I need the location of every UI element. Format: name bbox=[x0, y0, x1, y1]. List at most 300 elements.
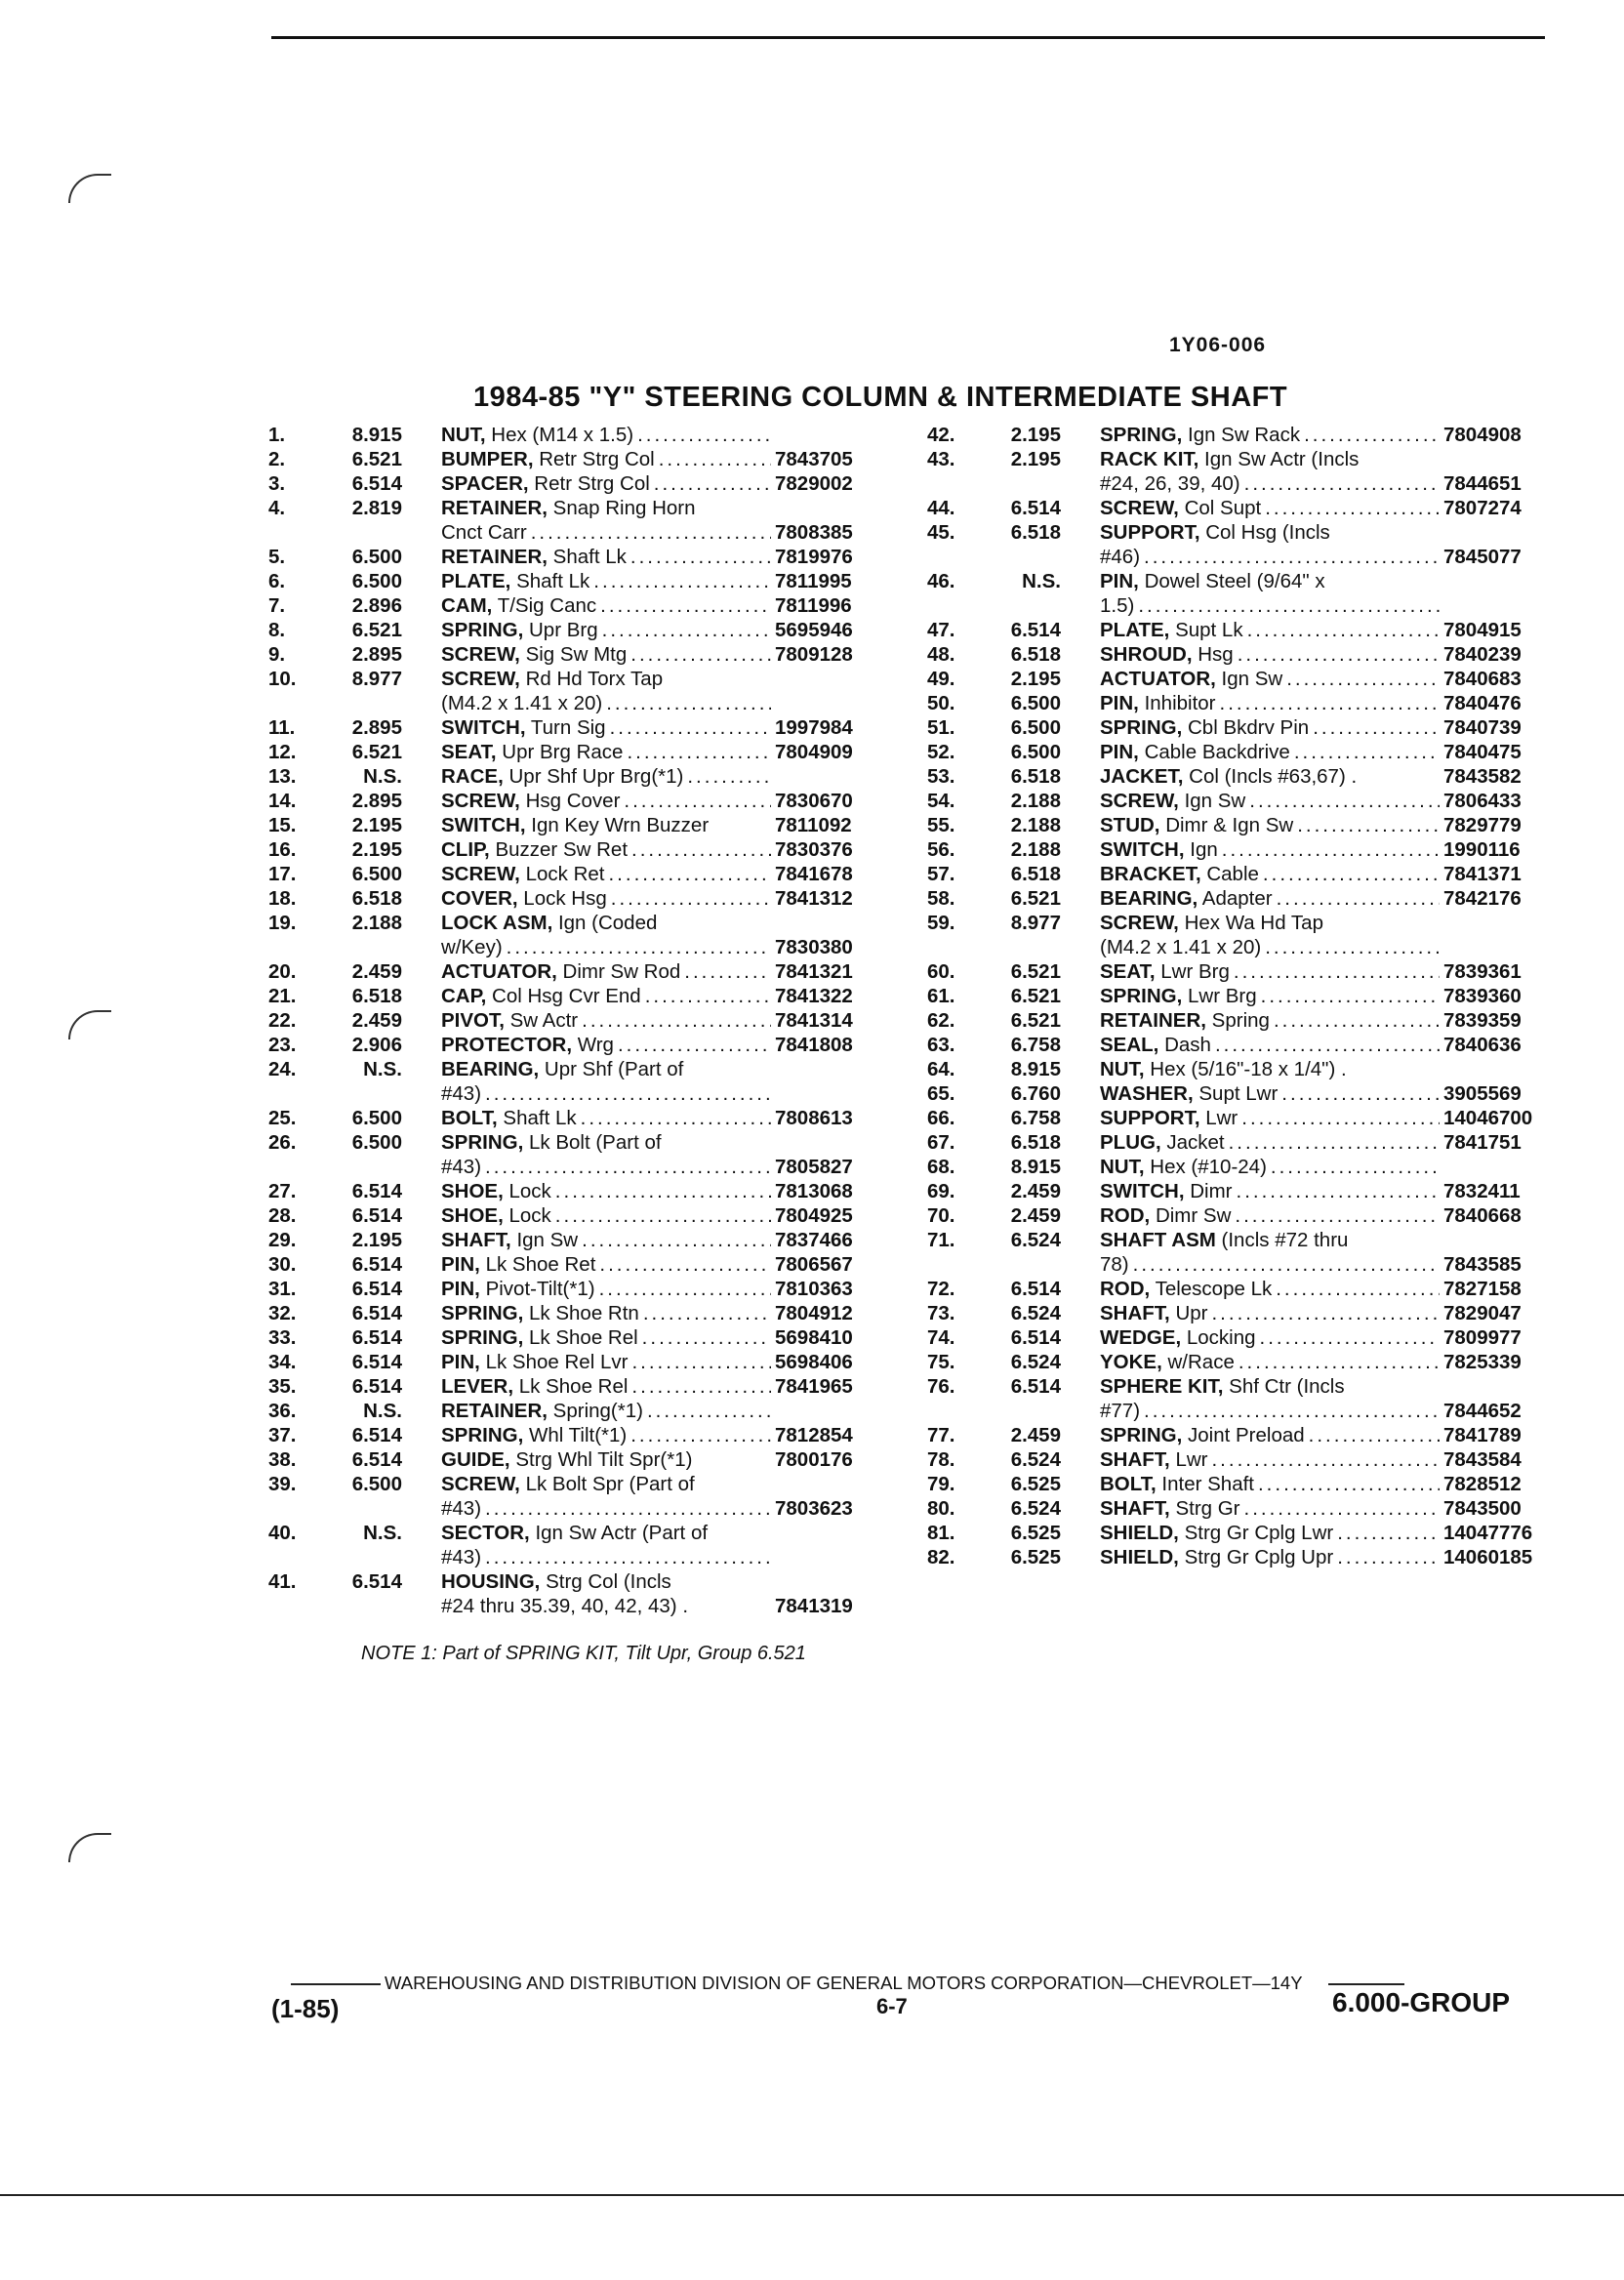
parts-list-item bbox=[927, 520, 1532, 569]
description-text bbox=[441, 935, 503, 959]
item-description bbox=[441, 1228, 775, 1252]
leader-dots bbox=[1286, 667, 1440, 691]
item-number: 24. bbox=[268, 1058, 297, 1080]
description-line bbox=[441, 1228, 775, 1252]
group-number: 2.188 bbox=[1010, 838, 1061, 861]
part-number: 7804925 bbox=[775, 1204, 853, 1227]
part-number: 7811996 bbox=[775, 594, 852, 617]
parts-list-item bbox=[268, 618, 853, 642]
description-text bbox=[441, 1203, 551, 1228]
part-number: 7841321 bbox=[775, 960, 853, 983]
part-detail: Lock Hsg bbox=[517, 887, 607, 910]
description-line bbox=[1100, 1106, 1443, 1130]
spacer bbox=[1061, 764, 1100, 789]
part-number: 7806433 bbox=[1443, 790, 1522, 812]
footnote: NOTE 1: Part of SPRING KIT, Tilt Upr, Group 6.521 bbox=[361, 1643, 806, 1664]
part-number: 7808613 bbox=[775, 1107, 853, 1129]
description-text bbox=[1100, 1301, 1207, 1325]
item-description bbox=[441, 593, 775, 618]
part-name: PLUG, bbox=[1100, 1131, 1161, 1154]
part-detail: Adapter bbox=[1198, 887, 1273, 910]
description-text bbox=[441, 911, 657, 935]
part-name: SCREW, bbox=[441, 1473, 520, 1495]
part-detail: Upr Brg Race bbox=[496, 741, 624, 763]
item-number: 25. bbox=[268, 1107, 297, 1129]
description-line bbox=[1100, 1374, 1443, 1399]
item-number: 20. bbox=[268, 960, 297, 983]
leader-dots bbox=[1304, 423, 1440, 447]
item-description bbox=[441, 1374, 775, 1399]
description-text bbox=[1100, 593, 1134, 618]
parts-list-item bbox=[268, 667, 853, 715]
group-number: 6.514 bbox=[351, 1375, 402, 1398]
description-text bbox=[1100, 1228, 1348, 1252]
description-line bbox=[441, 1569, 775, 1594]
item-number: 77. bbox=[927, 1424, 955, 1446]
part-detail: Lk Shoe Rel bbox=[523, 1326, 638, 1349]
spacer bbox=[402, 1423, 441, 1447]
group-number: 6.514 bbox=[351, 1278, 402, 1300]
group-number: 6.524 bbox=[1010, 1302, 1061, 1324]
spacer bbox=[1061, 618, 1100, 642]
spacer bbox=[1061, 1130, 1100, 1155]
part-name: ROD, bbox=[1100, 1204, 1151, 1227]
item-number: 26. bbox=[268, 1131, 297, 1154]
leader-dots bbox=[1237, 1179, 1440, 1203]
part-number: 7844651 bbox=[1443, 472, 1522, 495]
part-number: 5698406 bbox=[775, 1351, 853, 1373]
part-detail: Ign Sw bbox=[1215, 668, 1283, 690]
part-name: SCREW, bbox=[441, 643, 520, 666]
leader-dots bbox=[610, 715, 771, 740]
description-text bbox=[441, 862, 604, 886]
leader-dots bbox=[1220, 691, 1440, 715]
part-detail: Col Hsg (Incls bbox=[1199, 521, 1330, 544]
item-number: 65. bbox=[927, 1082, 955, 1105]
group-number: 6.525 bbox=[1010, 1546, 1061, 1568]
part-name: SPRING, bbox=[441, 619, 524, 641]
spacer bbox=[1061, 1106, 1100, 1130]
part-detail: 78) bbox=[1100, 1253, 1129, 1276]
spacer bbox=[402, 789, 441, 813]
part-name: GUIDE, bbox=[441, 1448, 510, 1471]
leader-dots bbox=[1281, 1081, 1440, 1106]
part-detail: T/Sig Canc bbox=[492, 594, 597, 617]
leader-dots bbox=[1144, 1399, 1440, 1423]
spacer bbox=[402, 569, 441, 593]
group-number: 6.521 bbox=[1010, 887, 1061, 910]
part-number: 7825339 bbox=[1443, 1351, 1522, 1373]
part-name: SUPPORT, bbox=[1100, 521, 1200, 544]
parts-list-item bbox=[268, 789, 853, 813]
part-name: SPRING, bbox=[441, 1326, 524, 1349]
page-number: 6-7 bbox=[876, 1994, 908, 2018]
footer-date: (1-85) bbox=[271, 1994, 340, 2023]
group-number: 6.514 bbox=[351, 1302, 402, 1324]
group-number: 8.977 bbox=[1010, 912, 1061, 934]
spacer bbox=[1061, 1521, 1100, 1545]
description-text bbox=[441, 1155, 481, 1179]
part-detail: Ign Sw Rack bbox=[1182, 424, 1301, 446]
description-line bbox=[1100, 1350, 1443, 1374]
description-line bbox=[441, 691, 775, 715]
leader-dots bbox=[593, 569, 771, 593]
description-text bbox=[1100, 1057, 1347, 1081]
part-number: 7841314 bbox=[775, 1009, 853, 1032]
item-description bbox=[1100, 1155, 1443, 1179]
part-name: LEVER, bbox=[441, 1375, 514, 1398]
scan-mark bbox=[68, 1833, 111, 1862]
part-detail: Strg Gr Cplg Upr bbox=[1178, 1546, 1334, 1568]
part-detail: Wrg bbox=[572, 1034, 614, 1056]
part-name: NUT, bbox=[441, 424, 486, 446]
spacer bbox=[402, 1569, 441, 1618]
spacer bbox=[402, 1033, 441, 1057]
description-line bbox=[1100, 545, 1443, 569]
item-description bbox=[1100, 984, 1443, 1008]
description-line bbox=[1100, 789, 1443, 813]
part-number: 5695946 bbox=[775, 619, 853, 641]
part-number: 7811995 bbox=[775, 570, 852, 592]
item-number: 28. bbox=[268, 1204, 297, 1227]
leader-dots bbox=[1211, 1301, 1440, 1325]
spacer bbox=[1061, 1008, 1100, 1033]
part-number: 7841312 bbox=[775, 887, 853, 910]
item-description bbox=[1100, 496, 1443, 520]
leader-dots bbox=[1337, 1521, 1440, 1545]
part-number: 7830380 bbox=[775, 936, 853, 958]
part-detail: Upr Shf Upr Brg(*1) bbox=[503, 765, 684, 788]
description-text bbox=[1100, 1350, 1235, 1374]
group-number: 6.758 bbox=[1010, 1107, 1061, 1129]
part-number: 7839359 bbox=[1443, 1009, 1522, 1032]
item-number: 78. bbox=[927, 1448, 955, 1471]
description-text bbox=[1100, 667, 1282, 691]
part-number: 7841789 bbox=[1443, 1424, 1522, 1446]
parts-list-item bbox=[268, 471, 853, 496]
part-detail: Ign (Coded bbox=[552, 912, 658, 934]
description-text bbox=[441, 1569, 671, 1594]
spacer bbox=[1061, 1496, 1100, 1521]
part-name: CAP, bbox=[441, 985, 487, 1007]
leader-dots bbox=[600, 593, 771, 618]
part-detail: Lwr Brg bbox=[1182, 985, 1257, 1007]
item-description bbox=[441, 813, 775, 837]
parts-list-item bbox=[927, 1350, 1532, 1374]
item-description bbox=[441, 1252, 775, 1277]
parts-list-item bbox=[927, 764, 1532, 789]
part-number: 5698410 bbox=[775, 1326, 853, 1349]
part-number: 7806567 bbox=[775, 1253, 853, 1276]
leader-dots bbox=[531, 520, 771, 545]
description-text bbox=[1100, 1545, 1333, 1569]
parts-list-item bbox=[268, 1447, 853, 1472]
parts-list-item bbox=[268, 1350, 853, 1374]
description-line bbox=[441, 984, 775, 1008]
spacer bbox=[1061, 1203, 1100, 1228]
parts-list-item bbox=[268, 1057, 853, 1106]
item-number: 47. bbox=[927, 619, 955, 641]
part-name: RETAINER, bbox=[441, 546, 548, 568]
part-detail: Lk Shoe Rel bbox=[513, 1375, 629, 1398]
group-number: 2.895 bbox=[351, 716, 402, 739]
part-number: 7839360 bbox=[1443, 985, 1522, 1007]
part-detail: Jacket bbox=[1160, 1131, 1225, 1154]
part-detail: Lwr bbox=[1169, 1448, 1208, 1471]
parts-list-item bbox=[268, 740, 853, 764]
part-detail: Strg Gr bbox=[1169, 1497, 1240, 1520]
part-detail: Col Supt bbox=[1178, 497, 1262, 519]
description-text bbox=[1100, 520, 1330, 545]
part-detail: Dash bbox=[1158, 1034, 1211, 1056]
description-text bbox=[441, 1545, 481, 1569]
description-text bbox=[441, 813, 709, 837]
description-text bbox=[1100, 789, 1245, 813]
group-number: N.S. bbox=[363, 1058, 402, 1080]
spacer bbox=[402, 1521, 441, 1569]
item-description bbox=[441, 496, 775, 545]
item-description bbox=[1100, 1008, 1443, 1033]
description-text bbox=[441, 1130, 662, 1155]
group-number: 2.195 bbox=[1010, 424, 1061, 446]
description-text bbox=[441, 1081, 481, 1106]
description-line bbox=[441, 1081, 775, 1106]
description-text bbox=[441, 1106, 577, 1130]
parts-list-item bbox=[268, 984, 853, 1008]
spacer bbox=[1061, 1301, 1100, 1325]
footer-division-text: WAREHOUSING AND DISTRIBUTION DIVISION OF GENERAL MOTORS CORPORATION—CHEVROLET—14Y bbox=[385, 1973, 1303, 1993]
part-number: 7841808 bbox=[775, 1034, 853, 1056]
part-detail: Joint Preload bbox=[1182, 1424, 1305, 1446]
spacer bbox=[402, 1203, 441, 1228]
item-number: 16. bbox=[268, 838, 297, 861]
item-number: 18. bbox=[268, 887, 297, 910]
item-number: 71. bbox=[927, 1229, 955, 1251]
item-number: 40. bbox=[268, 1522, 297, 1544]
part-number: 7830376 bbox=[775, 838, 853, 861]
description-text bbox=[1100, 911, 1323, 935]
parts-list-item bbox=[927, 1155, 1532, 1179]
item-description bbox=[441, 423, 775, 447]
description-text bbox=[441, 1472, 695, 1496]
group-number: 6.514 bbox=[351, 1570, 402, 1593]
item-number: 44. bbox=[927, 497, 955, 519]
item-number: 31. bbox=[268, 1278, 297, 1300]
part-number: 7841371 bbox=[1443, 863, 1522, 885]
description-line bbox=[441, 1350, 775, 1374]
leader-dots bbox=[1261, 984, 1440, 1008]
item-description bbox=[1100, 642, 1443, 667]
description-line bbox=[1100, 1325, 1443, 1350]
item-number: 15. bbox=[268, 814, 297, 836]
group-number: 6.524 bbox=[1010, 1497, 1061, 1520]
item-number: 64. bbox=[927, 1058, 955, 1080]
description-text bbox=[441, 1374, 628, 1399]
description-text bbox=[1100, 1179, 1233, 1203]
parts-list-item bbox=[268, 959, 853, 984]
item-number: 41. bbox=[268, 1570, 297, 1593]
part-detail: Lk Shoe Ret bbox=[479, 1253, 596, 1276]
description-line bbox=[441, 1277, 775, 1301]
spacer bbox=[402, 1350, 441, 1374]
description-line bbox=[441, 1057, 775, 1081]
part-number: 7829779 bbox=[1443, 814, 1522, 836]
parts-list-item bbox=[927, 1179, 1532, 1203]
part-number: 7828512 bbox=[1443, 1473, 1522, 1495]
part-number: 7841965 bbox=[775, 1375, 853, 1398]
part-detail: (M4.2 x 1.41 x 20) bbox=[1100, 936, 1262, 958]
part-number: 7811092 bbox=[775, 814, 852, 836]
item-number: 61. bbox=[927, 985, 955, 1007]
part-name: SPRING, bbox=[1100, 716, 1183, 739]
parts-list-item bbox=[927, 1496, 1532, 1521]
item-number: 73. bbox=[927, 1302, 955, 1324]
part-detail: Sig Sw Mtg bbox=[519, 643, 628, 666]
top-rule bbox=[271, 36, 1545, 39]
leader-dots bbox=[654, 471, 771, 496]
leader-dots bbox=[581, 1106, 771, 1130]
description-line bbox=[441, 1325, 775, 1350]
item-description bbox=[441, 740, 775, 764]
group-number: 2.895 bbox=[351, 643, 402, 666]
item-number: 48. bbox=[927, 643, 955, 666]
footer-dash bbox=[1328, 1983, 1404, 1985]
item-description bbox=[1100, 569, 1443, 618]
parts-list-item bbox=[927, 618, 1532, 642]
part-name: PLATE, bbox=[441, 570, 511, 592]
item-number: 60. bbox=[927, 960, 955, 983]
part-detail: Lk Bolt Spr (Part of bbox=[519, 1473, 695, 1495]
parts-list-item bbox=[268, 1179, 853, 1203]
part-detail: #43) bbox=[441, 1497, 482, 1520]
parts-list-item bbox=[268, 1374, 853, 1399]
description-text bbox=[441, 1399, 643, 1423]
group-number: 6.500 bbox=[351, 1131, 402, 1154]
part-detail: #43) bbox=[441, 1156, 482, 1178]
description-text bbox=[1100, 740, 1290, 764]
group-number: 6.521 bbox=[351, 741, 402, 763]
description-text bbox=[441, 984, 641, 1008]
description-text bbox=[441, 1301, 639, 1325]
spacer bbox=[1061, 886, 1100, 911]
description-text bbox=[1100, 1447, 1207, 1472]
parts-list-item bbox=[927, 423, 1532, 447]
leader-dots bbox=[1234, 959, 1440, 984]
description-text bbox=[1100, 1252, 1129, 1277]
item-number: 52. bbox=[927, 741, 955, 763]
leader-dots bbox=[485, 1496, 771, 1521]
parts-list-item bbox=[268, 1301, 853, 1325]
parts-list-item bbox=[268, 1252, 853, 1277]
part-name: SECTOR, bbox=[441, 1522, 530, 1544]
spacer bbox=[402, 618, 441, 642]
item-description bbox=[1100, 1545, 1443, 1569]
part-name: SCREW, bbox=[1100, 912, 1179, 934]
item-description bbox=[1100, 886, 1443, 911]
description-line bbox=[441, 935, 775, 959]
item-number: 82. bbox=[927, 1546, 955, 1568]
parts-list-item bbox=[927, 984, 1532, 1008]
part-detail: Upr Shf (Part of bbox=[539, 1058, 684, 1080]
parts-list-item bbox=[927, 959, 1532, 984]
part-detail: Ign Sw bbox=[510, 1229, 579, 1251]
spacer bbox=[1061, 1374, 1100, 1423]
item-description bbox=[441, 1399, 775, 1423]
item-description bbox=[1100, 1374, 1443, 1423]
item-description bbox=[1100, 911, 1443, 959]
group-number: 6.518 bbox=[351, 985, 402, 1007]
part-detail: Telescope Lk bbox=[1150, 1278, 1273, 1300]
item-description bbox=[1100, 1325, 1443, 1350]
leader-dots bbox=[631, 1350, 771, 1374]
part-name: SHAFT, bbox=[1100, 1497, 1170, 1520]
part-name: BOLT, bbox=[441, 1107, 498, 1129]
spacer bbox=[402, 496, 441, 545]
group-number: 6.514 bbox=[1010, 1278, 1061, 1300]
description-line bbox=[1100, 1545, 1443, 1569]
group-number: 6.500 bbox=[351, 570, 402, 592]
part-detail: Rd Hd Torx Tap bbox=[519, 668, 664, 690]
spacer bbox=[402, 667, 441, 715]
group-number: 6.524 bbox=[1010, 1448, 1061, 1471]
part-name: SEAT, bbox=[441, 741, 497, 763]
item-description bbox=[441, 1057, 775, 1106]
leader-dots bbox=[507, 935, 771, 959]
item-description bbox=[441, 1569, 775, 1618]
spacer bbox=[402, 471, 441, 496]
group-number: N.S. bbox=[363, 765, 402, 788]
part-number: 7843705 bbox=[775, 448, 853, 470]
group-number: 6.521 bbox=[351, 448, 402, 470]
part-detail: Dimr bbox=[1184, 1180, 1233, 1202]
spacer bbox=[1061, 1057, 1100, 1081]
spacer bbox=[402, 837, 441, 862]
parts-list-item bbox=[927, 1545, 1532, 1569]
description-line bbox=[1100, 1399, 1443, 1423]
part-number: 7840475 bbox=[1443, 741, 1522, 763]
leader-dots bbox=[1265, 496, 1440, 520]
leader-dots bbox=[1294, 740, 1440, 764]
part-number: 7837466 bbox=[775, 1229, 853, 1251]
group-number: N.S. bbox=[363, 1400, 402, 1422]
description-line bbox=[1100, 642, 1443, 667]
description-text bbox=[1100, 1472, 1254, 1496]
spacer bbox=[402, 1399, 441, 1423]
footer-dash bbox=[291, 1983, 381, 1985]
description-line bbox=[1100, 496, 1443, 520]
part-name: WEDGE, bbox=[1100, 1326, 1182, 1349]
parts-list-item bbox=[927, 1374, 1532, 1423]
part-name: SWITCH, bbox=[1100, 1180, 1185, 1202]
part-name: SHAFT, bbox=[1100, 1448, 1170, 1471]
part-number: 7845077 bbox=[1443, 546, 1522, 568]
parts-list-item bbox=[927, 1325, 1532, 1350]
spacer bbox=[1061, 813, 1100, 837]
group-number: 6.514 bbox=[1010, 497, 1061, 519]
group-number: 6.500 bbox=[1010, 716, 1061, 739]
spacer bbox=[402, 1252, 441, 1277]
part-detail: Lwr bbox=[1199, 1107, 1238, 1129]
description-text bbox=[1100, 1521, 1333, 1545]
description-text bbox=[1100, 1277, 1272, 1301]
item-description bbox=[441, 447, 775, 471]
part-name: SWITCH, bbox=[441, 814, 526, 836]
part-number: 7809977 bbox=[1443, 1326, 1522, 1349]
group-number: 2.459 bbox=[1010, 1180, 1061, 1202]
spacer bbox=[402, 813, 441, 837]
part-name: SPRING, bbox=[1100, 985, 1183, 1007]
part-name: SHOE, bbox=[441, 1204, 504, 1227]
